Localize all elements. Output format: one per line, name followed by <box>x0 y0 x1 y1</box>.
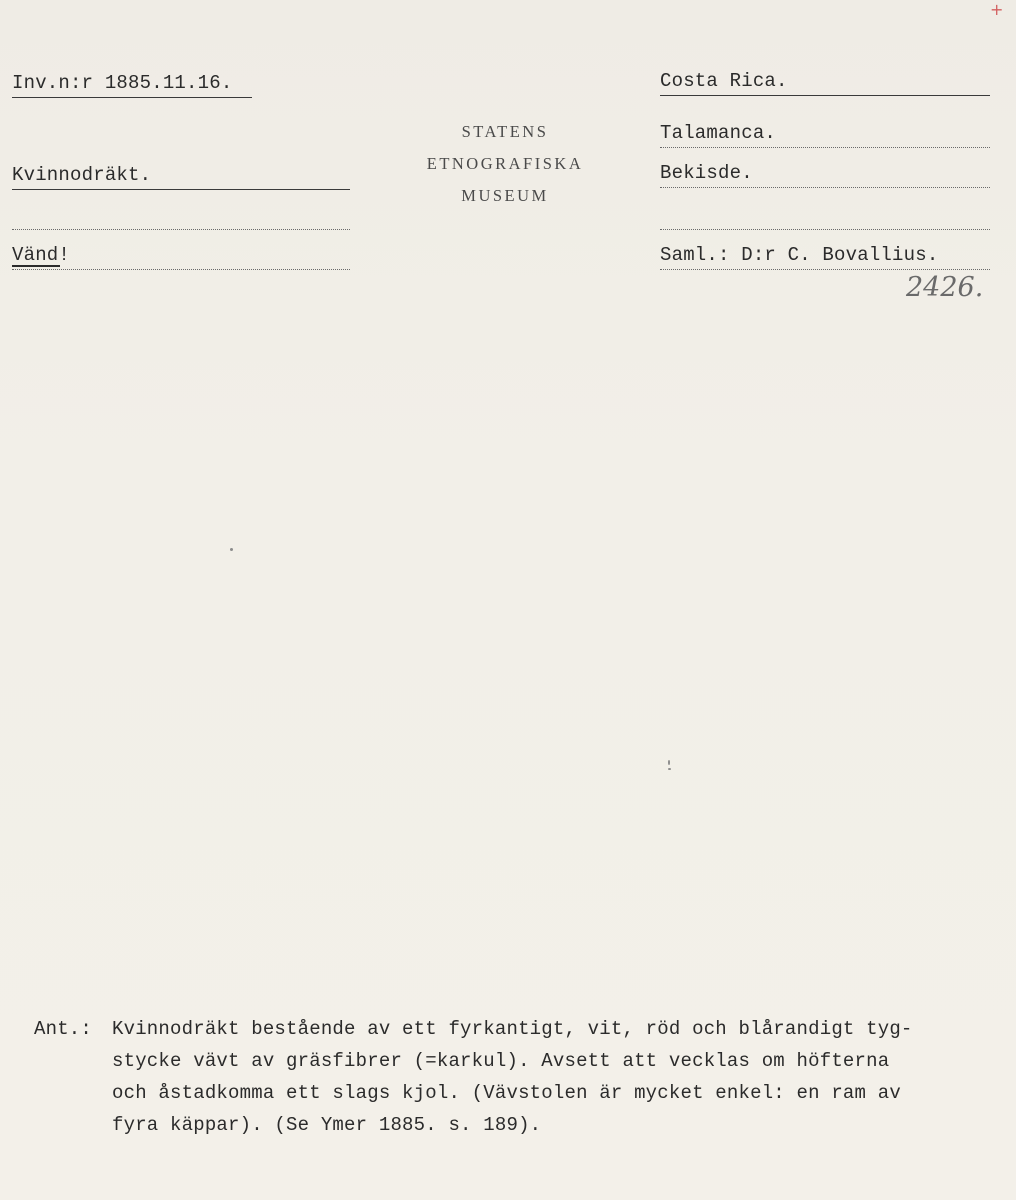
paper-speck <box>230 548 233 551</box>
people-field <box>660 160 990 188</box>
museum-heading <box>380 116 630 212</box>
red-corner-mark: + <box>990 0 1004 19</box>
collector-field <box>660 242 990 270</box>
blank-right-field <box>660 204 990 230</box>
object-name-field <box>12 162 350 190</box>
turn-note-underline <box>12 265 60 267</box>
people: Bekisde. <box>660 162 753 184</box>
annotation-label: Ant.: <box>34 1018 93 1040</box>
country: Costa Rica. <box>660 70 788 92</box>
turn-note: Vänd! <box>12 244 71 266</box>
turn-note-rule <box>12 269 350 270</box>
region: Talamanca. <box>660 122 777 144</box>
inventory-number-rule <box>12 97 252 98</box>
country-rule <box>660 95 990 96</box>
turn-note-field <box>12 242 350 270</box>
inventory-number-field <box>12 70 252 98</box>
collector-rule <box>660 269 990 270</box>
annotation-line: Kvinnodräkt bestående av ett fyrkantigt, vit, röd och blårandigt tyg- <box>112 1018 913 1040</box>
object-name-rule <box>12 189 350 190</box>
paper-speck <box>668 768 671 770</box>
region-rule <box>660 147 990 148</box>
inventory-number: Inv.n:r 1885.11.16. <box>12 72 233 94</box>
paper-speck <box>668 760 670 765</box>
blank-right-rule <box>660 229 990 230</box>
blank-left-rule <box>12 229 350 230</box>
museum-line-1: STATENS <box>461 122 549 141</box>
museum-line-2: ETNOGRAFISKA <box>426 154 584 173</box>
annotation-line: stycke vävt av gräsfibrer (=karkul). Avsett att vecklas om höfterna <box>112 1050 890 1072</box>
collector: Saml.: D:r C. Bovallius. <box>660 244 939 266</box>
people-rule <box>660 187 990 188</box>
annotation-line: fyra käppar). (Se Ymer 1885. s. 189). <box>112 1114 542 1136</box>
country-field <box>660 68 990 96</box>
object-name: Kvinnodräkt. <box>12 164 152 186</box>
museum-line-3: MUSEUM <box>461 186 549 205</box>
annotation-line: och åstadkomma ett slags kjol. (Vävstolen är mycket enkel: en ram av <box>112 1082 901 1104</box>
handwritten-catalog-number: 2426. <box>906 272 984 303</box>
region-field <box>660 120 990 148</box>
blank-left-field <box>12 204 350 230</box>
